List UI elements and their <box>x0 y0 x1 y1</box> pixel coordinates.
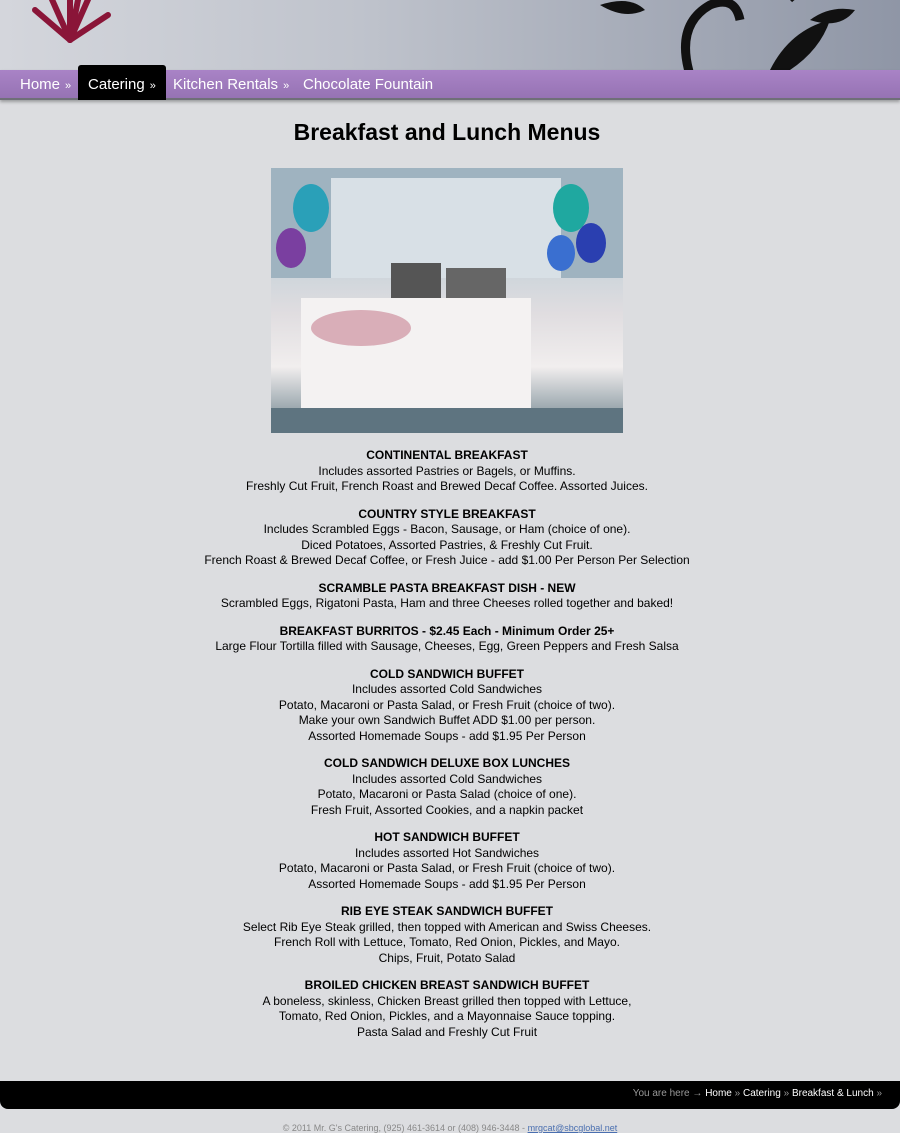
nav-home[interactable] <box>10 70 81 100</box>
flower-logo-icon <box>20 0 130 45</box>
menu-line: Assorted Homemade Soups - add $1.95 Per Person <box>308 876 586 891</box>
page-title: Breakfast and Lunch Menus <box>293 119 601 145</box>
menu-section <box>0 978 894 1040</box>
menu-line: Includes Scrambled Eggs - Bacon, Sausage, or Ham (choice of one). <box>263 522 631 536</box>
menu-content <box>0 448 894 1052</box>
menu-line: Potato, Macaroni or Pasta Salad, or Fresh Fruit (choice of two). <box>278 697 616 712</box>
menu-line: Includes assorted Cold Sandwiches <box>351 771 543 786</box>
breadcrumb-separator: » <box>783 1088 790 1099</box>
menu-line: Includes assorted Cold Sandwiches <box>351 682 543 696</box>
breadcrumb-catering[interactable]: Catering <box>743 1088 781 1099</box>
nav-chocolate-fountain[interactable] <box>293 70 443 100</box>
menu-section-title: HOT SANDWICH BUFFET <box>374 830 520 844</box>
menu-section-title: BREAKFAST BURRITOS - $2.45 Each - Minimum Order 25+ <box>279 623 615 638</box>
menu-section <box>0 581 894 612</box>
menu-line: Chips, Fruit, Potato Salad <box>378 950 516 965</box>
menu-section <box>0 904 894 966</box>
nav-label: Kitchen Rentals <box>173 76 279 93</box>
menu-line: Includes assorted Hot Sandwiches <box>354 845 540 860</box>
breadcrumb-separator: » <box>876 1088 882 1099</box>
nav-label: Home <box>20 76 61 93</box>
menu-line: Assorted Homemade Soups - add $1.95 Per Person <box>308 728 586 743</box>
menu-section-title: COLD SANDWICH DELUXE BOX LUNCHES <box>323 756 570 770</box>
menu-section <box>0 830 894 892</box>
swirl-ornament-icon <box>590 0 890 70</box>
buffet-photo <box>271 168 623 433</box>
menu-section-title: BROILED CHICKEN BREAST SANDWICH BUFFET <box>304 978 590 992</box>
breadcrumb-breakfast-lunch[interactable]: Breakfast & Lunch <box>791 1088 874 1099</box>
menu-section-title: SCRAMBLE PASTA BREAKFAST DISH - NEW <box>318 580 576 595</box>
menu-line: A boneless, skinless, Chicken Breast grilled then topped with Lettuce, <box>262 993 632 1008</box>
breadcrumb-prefix: You are here → <box>632 1088 703 1099</box>
menu-section <box>0 448 894 495</box>
chevron-down-icon: » <box>65 80 72 92</box>
breadcrumb-separator: » <box>734 1088 741 1099</box>
footer-copyright: © 2011 Mr. G's Catering, (925) 461-3614 or (408) 946-3448 - <box>282 1123 528 1133</box>
menu-line: Potato, Macaroni or Pasta Salad, or Fresh Fruit (choice of two). <box>278 861 616 875</box>
menu-line: Diced Potatoes, Assorted Pastries, & Freshly Cut Fruit. <box>301 537 593 552</box>
nav-catering[interactable] <box>78 65 166 100</box>
menu-line: Make your own Sandwich Buffet ADD $1.00 per person. <box>298 713 596 727</box>
menu-line: Select Rib Eye Steak grilled, then topped with American and Swiss Cheeses. <box>242 919 652 934</box>
chevron-down-icon: » <box>149 80 156 92</box>
menu-section <box>0 507 894 569</box>
menu-section-title: COLD SANDWICH BUFFET <box>370 666 524 681</box>
menu-section <box>0 667 894 745</box>
footer-email-link[interactable]: mrgcat@sbcglobal.net <box>527 1123 618 1133</box>
breadcrumb-home[interactable]: Home <box>705 1088 732 1099</box>
nav-label: Chocolate Fountain <box>303 76 434 93</box>
menu-section-title: CONTINENTAL BREAKFAST <box>366 448 528 462</box>
menu-section-title: RIB EYE STEAK SANDWICH BUFFET <box>340 904 553 918</box>
menu-section <box>0 756 894 818</box>
menu-line: Large Flour Tortilla filled with Sausage, Cheeses, Egg, Green Peppers and Fresh Salsa <box>215 639 679 653</box>
footer <box>0 1123 900 1133</box>
breadcrumb <box>0 1081 900 1109</box>
menu-line: Tomato, Red Onion, Pickles, and a Mayonnaise Sauce topping. <box>278 1009 616 1023</box>
menu-line: Potato, Macaroni or Pasta Salad (choice of one). <box>317 787 577 801</box>
menu-line: French Roast & Brewed Decaf Coffee, or Fresh Juice - add $1.00 Per Person Per Selection <box>204 553 690 567</box>
menu-section-title: COUNTRY STYLE BREAKFAST <box>358 506 536 521</box>
chevron-down-icon: » <box>283 80 290 92</box>
menu-line: Scrambled Eggs, Rigatoni Pasta, Ham and three Cheeses rolled together and baked! <box>220 596 674 610</box>
nav-label: Catering <box>88 76 145 93</box>
menu-line: Freshly Cut Fruit, French Roast and Brewed Decaf Coffee. Assorted Juices. <box>246 479 648 493</box>
nav-kitchen-rentals[interactable] <box>163 70 299 100</box>
main-nav <box>0 70 900 100</box>
menu-line: Includes assorted Pastries or Bagels, or Muffins. <box>318 463 576 478</box>
menu-line: Fresh Fruit, Assorted Cookies, and a napkin packet <box>310 802 584 817</box>
header-banner <box>0 0 900 70</box>
menu-section <box>0 624 894 655</box>
menu-line: French Roll with Lettuce, Tomato, Red Onion, Pickles, and Mayo. <box>274 935 620 949</box>
menu-line: Pasta Salad and Freshly Cut Fruit <box>356 1024 538 1039</box>
